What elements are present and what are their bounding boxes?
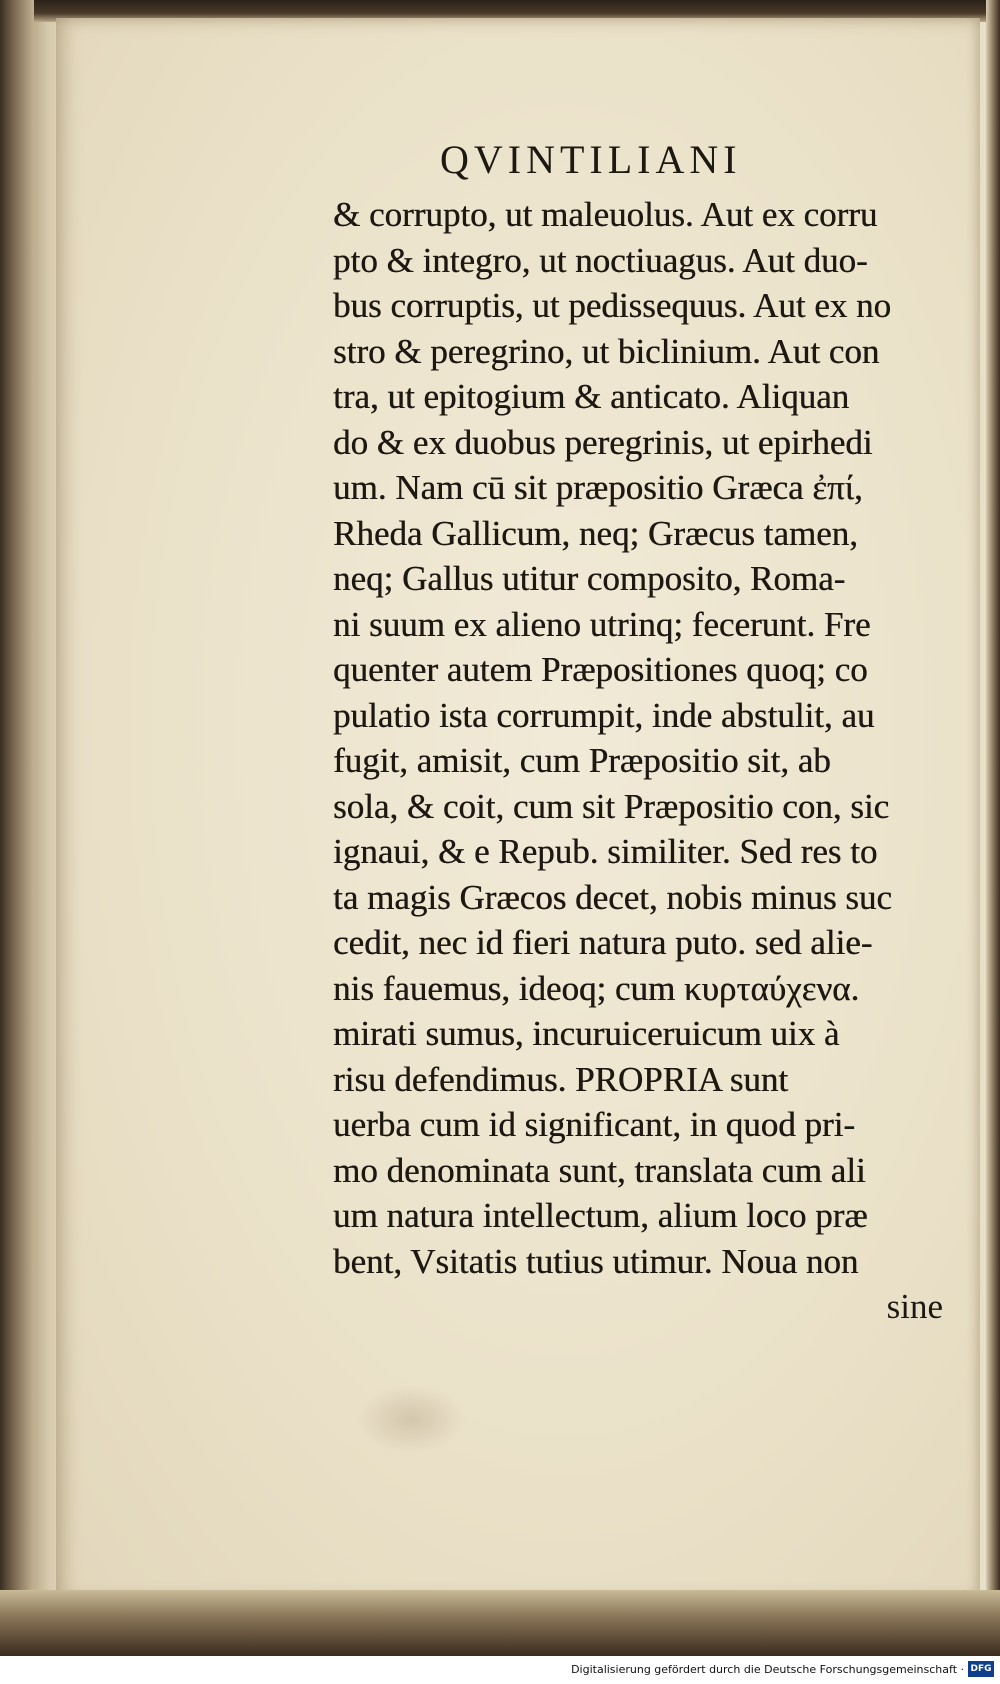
dfg-logo: DFG: [968, 1661, 994, 1677]
text-line: pto & integro, ut noctiuagus. Aut duo-: [333, 240, 868, 280]
text-line: tra, ut epitogium & anticato. Aliquan: [333, 377, 850, 416]
text-line: um. Nam cū sit præpositio Græca ἐπί,: [333, 468, 863, 507]
text-line: mo denominata sunt, translata cum ali: [333, 1150, 866, 1190]
text-line: bus corruptis, ut pedissequus. Aut ex no: [333, 286, 892, 325]
text-line: quenter autem Præpositiones quoq; co: [333, 650, 868, 689]
catchword: sine: [886, 1287, 943, 1326]
text-line: mirati sumus, incuruiceruicum uix à: [333, 1014, 840, 1053]
text-line: ta magis Græcos decet, nobis minus suc: [333, 877, 892, 917]
text-line: fugit, amisit, cum Præpositio sit, ab: [333, 741, 831, 780]
book-spine-edge: [0, 0, 34, 1656]
text-line: uerba cum id significant, in quod pri-: [333, 1105, 855, 1144]
text-line: risu defendimus. PROPRIA sunt: [333, 1059, 789, 1099]
binding-bottom-edge: [0, 1590, 1000, 1656]
text-line: neq; Gallus utitur composito, Roma-: [333, 559, 846, 598]
text-line: ni suum ex alieno utrinq; fecerunt. Fre: [333, 604, 871, 644]
text-block: [333, 192, 963, 1330]
running-head: QVINTILIANI: [440, 137, 742, 182]
page-fore-edge: [986, 0, 1000, 1656]
text-line: do & ex duobus peregrinis, ut epirhedi: [333, 422, 873, 462]
text-line: bent, Vsitatis tutius utimur. Noua non: [333, 1241, 859, 1281]
text-line: ignaui, & e Repub. similiter. Sed res to: [333, 832, 878, 871]
digitization-credit: Digitalisierung gefördert durch die Deutsche Forschungsgemeinschaft ·: [571, 1663, 964, 1676]
text-line: nis fauemus, ideoq; cum κυρταύχενα.: [333, 968, 860, 1008]
text-line: cedit, nec id fieri natura puto. sed alie-: [333, 923, 873, 962]
text-line: & corrupto, ut maleuolus. Aut ex corru: [333, 195, 878, 234]
text-line: stro & peregrino, ut biclinium. Aut con: [333, 331, 880, 371]
text-line: pulatio ista corrumpit, inde abstulit, au: [333, 695, 875, 735]
paper-stain: [356, 1384, 466, 1454]
text-line: sola, & coit, cum sit Præpositio con, sic: [333, 786, 890, 826]
text-line: um natura intellectum, alium loco præ: [333, 1196, 868, 1235]
text-line: Rheda Gallicum, neq; Græcus tamen,: [333, 513, 858, 553]
